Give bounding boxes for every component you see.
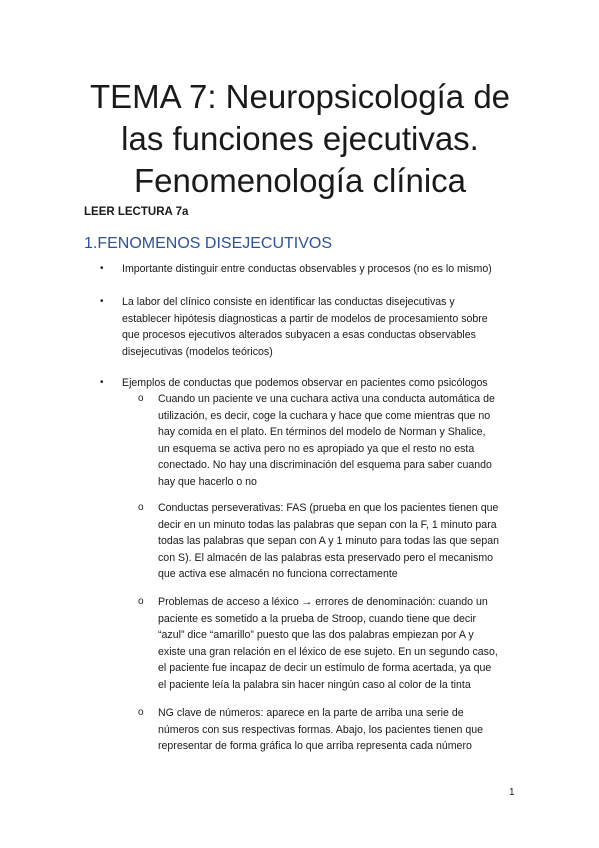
sub-2-line-1: Conductas perseverativas: FAS (prueba en que los pacientes tienen que: [158, 502, 499, 514]
bullet-1-line-1: Importante distinguir entre conductas observables y procesos (no es lo mismo): [122, 263, 492, 275]
section-heading: 1.FENOMENOS DISEJECUTIVOS: [84, 235, 333, 252]
bullet-3-line-1: Ejemplos de conductas que podemos observar en pacientes como psicólogos: [122, 377, 488, 389]
sub-3-line-3: “azul” dice “amarillo” puesto que las dos palabras empiezan por A y: [158, 629, 474, 641]
sub-4-line-1: NG clave de números: aparece en la parte de arriba una serie de: [158, 707, 464, 719]
sub-4-line-2: números con sus respectivas formas. Abajo, los pacientes tienen que: [158, 723, 484, 736]
bullet-2-line-3: que procesos ejecutivos alterados subyacen a esas conductas observables: [122, 329, 476, 341]
bullet-item-3: [100, 375, 520, 392]
bullet-dot: •: [100, 296, 104, 307]
sub-bullet-marker: o: [138, 393, 144, 404]
title-line-2: las funciones ejecutivas.: [121, 120, 479, 157]
bullet-item-1: [100, 261, 520, 278]
document-title: [60, 76, 540, 202]
sub-bullet-item-3: [138, 594, 528, 693]
sub-1-line-1: Cuando un paciente ve una cuchara activa una conducta automática de: [158, 393, 495, 405]
sub-3-line-5: el paciente fue incapaz de decir un estímulo de forma acertada, ya que: [158, 662, 492, 674]
title-line-1: TEMA 7: Neuropsicología de: [89, 78, 511, 115]
reading-note: LEER LECTURA 7a: [84, 206, 189, 218]
sub-bullet-marker: o: [138, 502, 144, 513]
sub-bullet-marker: o: [138, 596, 144, 607]
sub-bullet-item-4: [138, 705, 528, 755]
bullet-2-line-1: La labor del clínico consiste en identificar las conductas disejecutivas y: [122, 296, 455, 308]
sub-3-line-6: el paciente leía la palabra sin hacer ningún caso al color de la tinta: [158, 678, 471, 691]
sub-3-line-4: existe una gran relación en el léxico de ese sujeto. En un segundo caso,: [158, 645, 498, 658]
sub-3-line-1: Problemas de acceso a léxico → errores de denominación: cuando un: [158, 596, 488, 608]
sub-1-line-6: hay que hacerlo o no: [158, 475, 257, 488]
sub-1-line-4: un esquema se activa pero no es apropiado ya que el resto no esta: [158, 442, 475, 455]
sub-bullet-marker: o: [138, 707, 144, 718]
sub-2-line-3: todas las palabras que sepan con A y 1 minuto para todas las que sepan: [158, 535, 500, 547]
sub-2-line-4: con S). El almacén de las palabras esta preservado pero el mecanismo: [158, 551, 494, 564]
bullet-2-line-2: establecer hipótesis diagnosticas a partir de modelos de procesamiento sobre: [122, 312, 488, 325]
sub-3-line-2: paciente es sometido a la prueba de Stroop, cuando tiene que decir: [158, 612, 477, 625]
sub-2-line-5: que activa ese almacén no funciona correctamente: [158, 568, 398, 580]
bullet-dot: •: [100, 377, 104, 388]
bullet-item-2: [100, 294, 520, 360]
page-number: 1: [509, 787, 515, 798]
sub-1-line-5: conectado. No hay una discriminación del esquema para saber cuando: [158, 459, 492, 471]
bullet-2-line-4: disejecutivas (modelos teóricos): [122, 345, 273, 358]
title-line-3: Fenomenología clínica: [133, 162, 467, 199]
sub-1-line-2: utilización, es decir, coge la cuchara y hace que come mientras que no: [158, 409, 491, 422]
sub-2-line-2: decir en un minuto todas las palabras que sepan con la F, 1 minuto para: [158, 518, 497, 531]
sub-4-line-3: representar de forma gráfica lo que arriba representa cada número: [158, 740, 472, 752]
bullet-dot: •: [100, 263, 104, 274]
sub-bullet-item-2: [138, 500, 528, 583]
sub-bullet-item-1: [138, 391, 528, 490]
sub-1-line-3: hay comida en el plato. En términos del modelo de Norman y Shalice,: [158, 426, 486, 438]
